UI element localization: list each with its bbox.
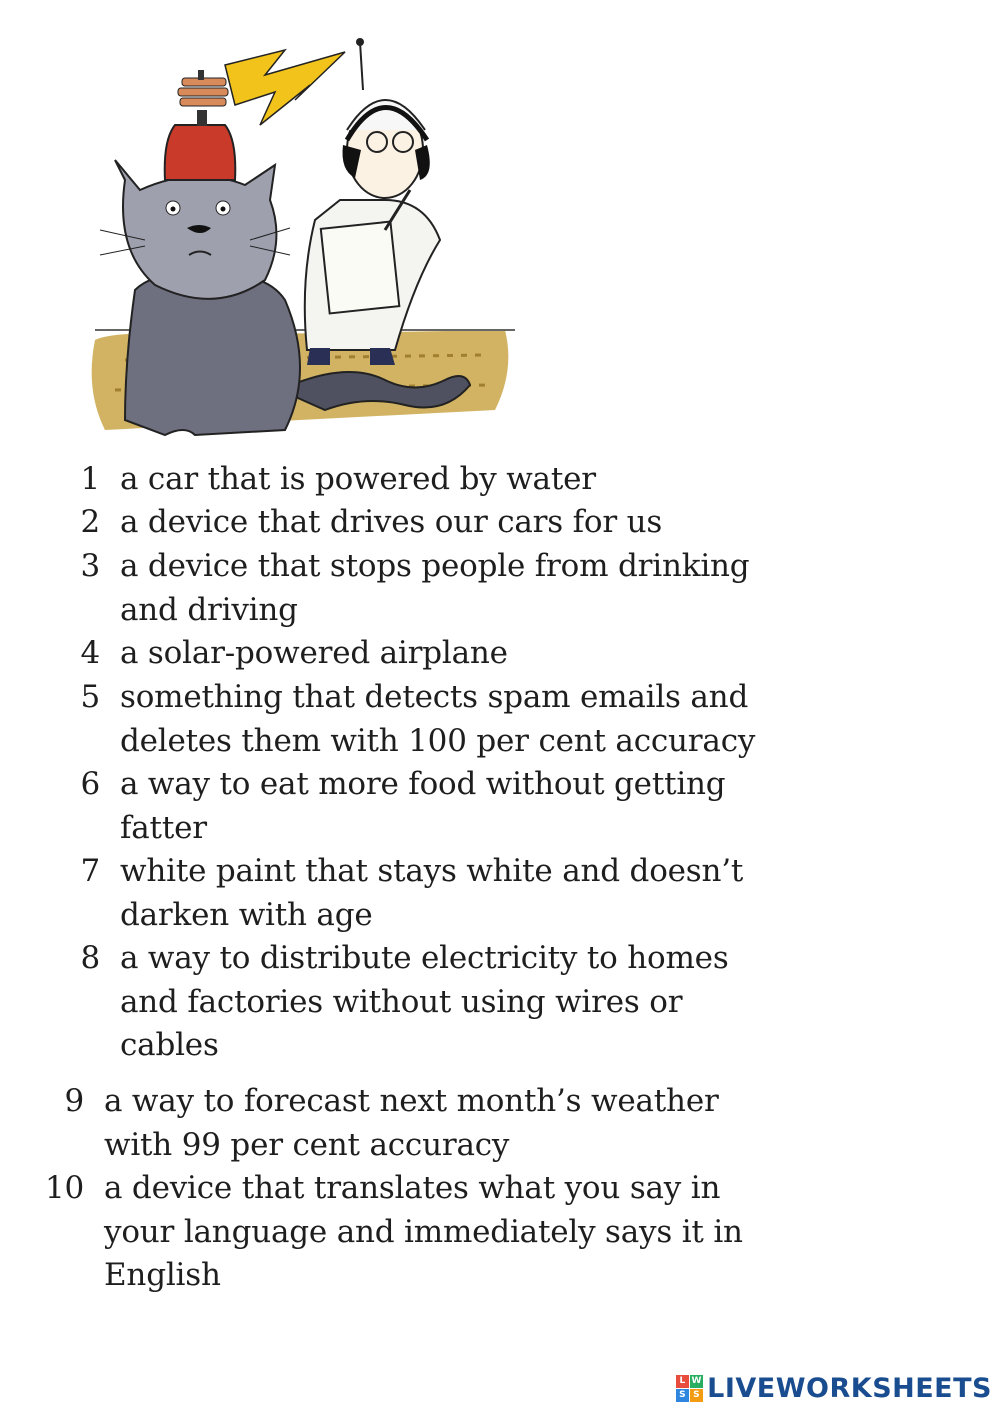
item-text-line: a device that stops people from drinking [120, 548, 750, 584]
item-text-line: and factories without using wires or [120, 983, 683, 1020]
logo-tile: S [676, 1389, 689, 1402]
logo-tile: S [690, 1389, 703, 1402]
item-number: 8 [80, 940, 100, 976]
item-text-line: a way to forecast next month’s weather [104, 1083, 719, 1119]
item-text-line: darken with age [120, 896, 373, 933]
liveworksheets-logo-icon [676, 1375, 703, 1402]
item-text-line: white paint that stays white and doesn’t [120, 853, 744, 889]
item-number: 10 [44, 1170, 84, 1206]
item-text-line: deletes them with 100 per cent accuracy [120, 722, 756, 759]
item-text-line: with 99 per cent accuracy [104, 1126, 510, 1163]
item-text-line: and driving [120, 591, 298, 628]
item-text-line: something that detects spam emails and [120, 679, 749, 715]
item-number: 5 [80, 679, 100, 715]
item-number: 9 [64, 1083, 84, 1119]
item-number: 1 [80, 461, 100, 497]
item-text-line: a device that translates what you say in [104, 1170, 721, 1206]
item-text-line: a way to distribute electricity to homes [120, 940, 729, 976]
item-text-line: English [104, 1257, 221, 1293]
item-text-line: cables [120, 1027, 219, 1063]
item-number: 3 [80, 548, 100, 584]
item-text-line: a way to eat more food without getting [120, 766, 726, 802]
brand-text: LIVEWORKSHEETS [707, 1372, 992, 1404]
item-number: 6 [80, 766, 100, 802]
item-number: 4 [80, 635, 100, 671]
logo-tile: L [676, 1375, 689, 1388]
logo-tile: W [691, 1375, 702, 1386]
item-number: 2 [80, 504, 100, 540]
item-text-line: fatter [120, 809, 207, 846]
item-text-line: a solar-powered airplane [120, 635, 508, 671]
item-text-line: a car that is powered by water [120, 461, 596, 497]
item-number: 7 [80, 853, 100, 889]
liveworksheets-watermark[interactable] [676, 1371, 992, 1405]
item-text-line: your language and immediately says it in [104, 1213, 743, 1250]
item-text-line: a device that drives our cars for us [120, 504, 663, 540]
